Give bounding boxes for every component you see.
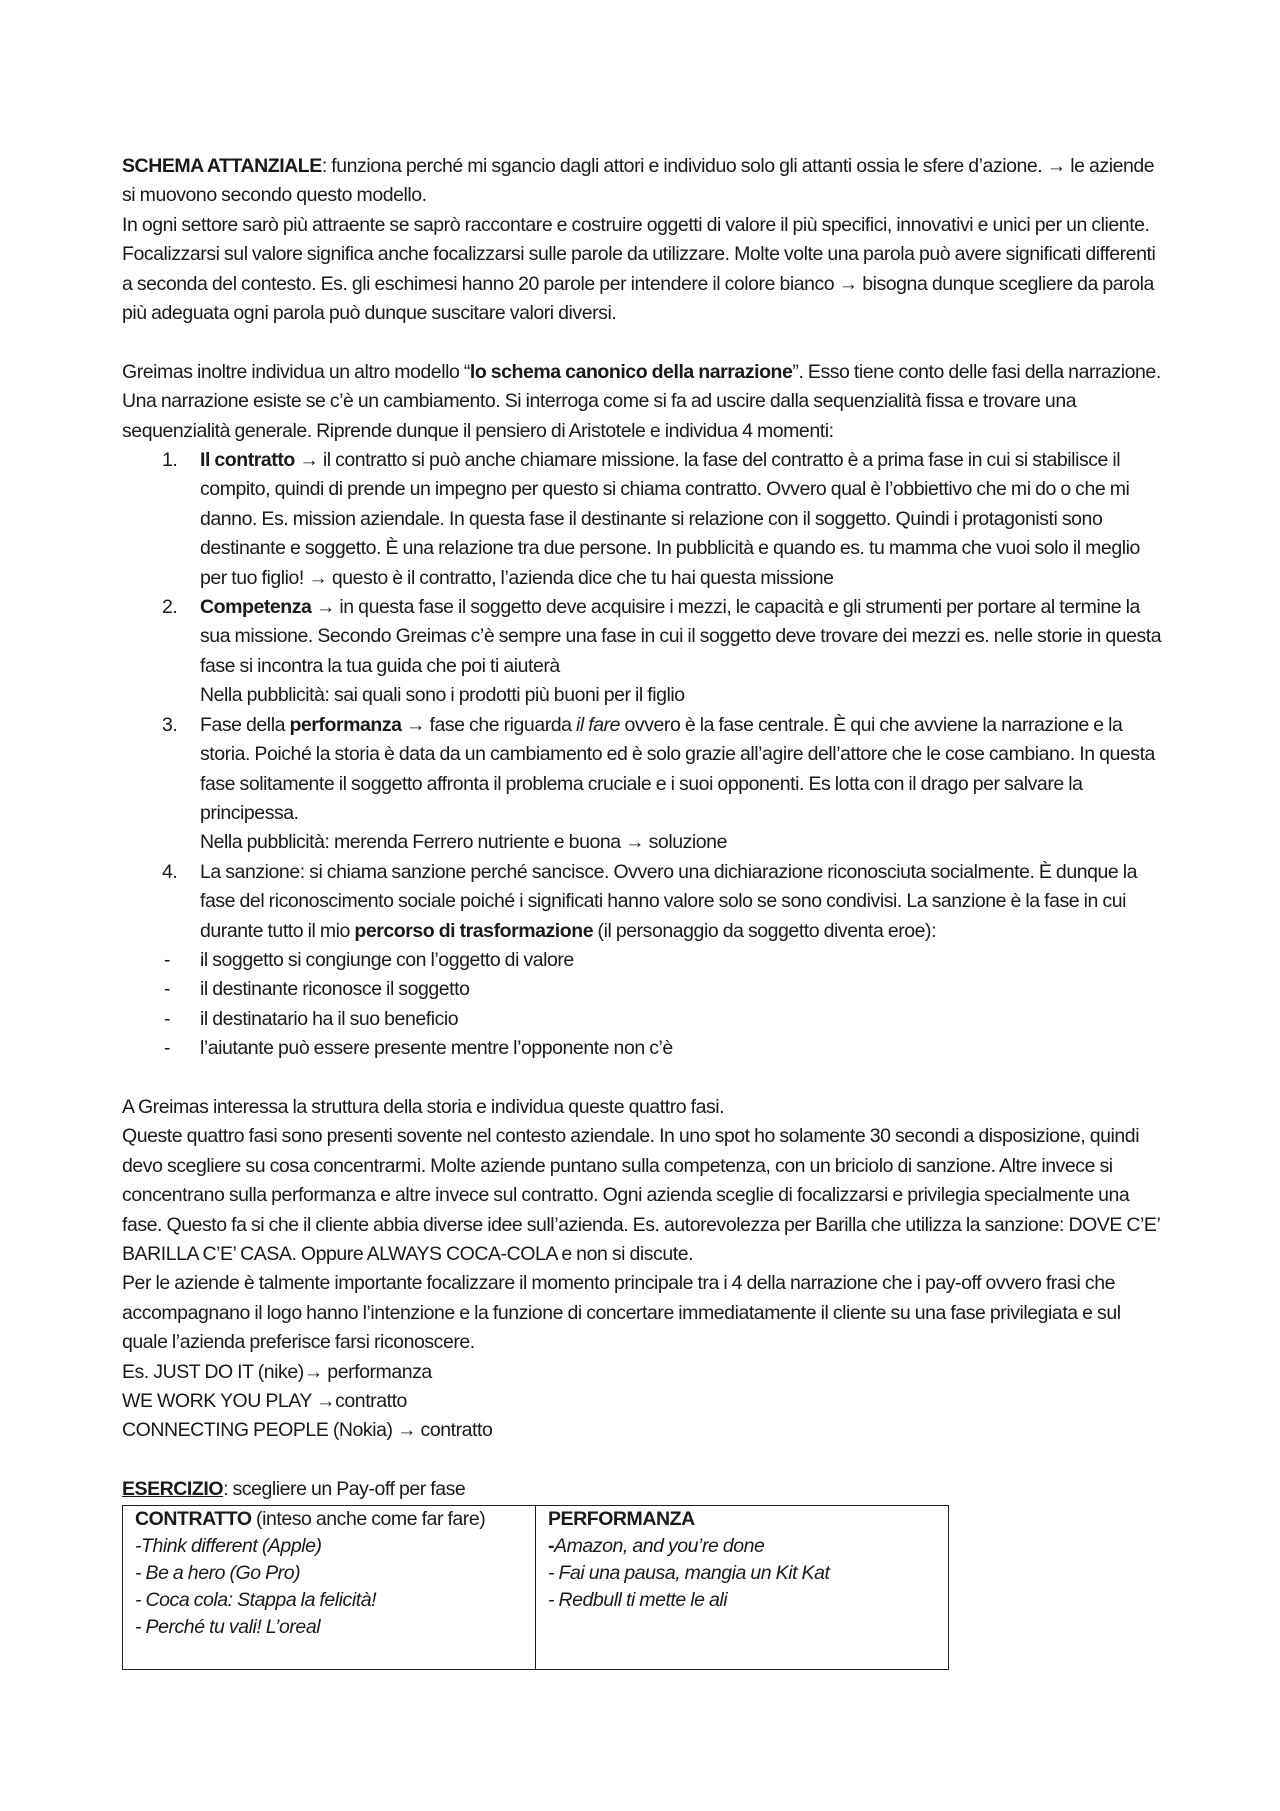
payoff-item [135, 1614, 523, 1641]
moment-title: Il contratto [200, 449, 295, 472]
column-header-note: (inteso anche come far fare) [251, 1507, 486, 1530]
spacer [122, 1446, 1162, 1475]
moment-item-contratto [122, 446, 1162, 593]
exercise-table [122, 1505, 949, 1670]
moment-text: → il contratto si può anche chiamare missione. la fase del contratto è a prima fase in cui si stabilisce il compito, quindi di prende un impegno per questo si chiama contratto. Ovvero qual è l’obbiettivo che mi do o che mi danno. Es. mission aziendale. In questa fase il destinante si relazione con il soggetto. Quindi i protagonisti sono destinante e soggetto. È una relazione tra due persone. In pubblicità e quando es. tu mamma che vuoi solo il meglio per tuo figlio! → questo è il contratto, l’azienda dice che tu hai questa missione [200, 449, 1140, 589]
moment-example: Nella pubblicità: merenda Ferrero nutriente e buona → soluzione [200, 831, 727, 854]
list-item [122, 1005, 1162, 1034]
list-item [122, 946, 1162, 975]
moment-title: Competenza [200, 596, 312, 619]
moment-text: → in questa fase il soggetto deve acquisire i mezzi, le capacità e gli strumenti per portare al termine la sua missione. Secondo Greimas c’è sempre una fase in cui il soggetto deve trovare dei mezzi es. nelle storie in questa fase si incontra la tua guida che poi ti aiuterà [200, 596, 1162, 677]
schema-attanziale-paragraph [122, 152, 1162, 211]
list-number: 1. [162, 449, 178, 472]
moment-item-competenza [122, 593, 1162, 711]
list-item-text: il soggetto si congiunge con l’oggetto di valore [200, 948, 574, 971]
payoff-text: - Perché tu vali! L’oreal [135, 1615, 321, 1638]
moment-title: percorso di trasformazione [354, 919, 594, 942]
dash-marker: - [164, 978, 171, 1001]
moment-example: Nella pubblicità: sai quali sono i prodotti più buoni per il figlio [200, 684, 685, 707]
table-row [123, 1505, 949, 1669]
table-cell-performanza [536, 1505, 949, 1669]
list-number: 3. [162, 713, 178, 736]
payoff-dash: - [548, 1534, 555, 1557]
schema-attanziale-term: SCHEMA ATTANZIALE [122, 155, 322, 177]
exercise-table-wrapper [122, 1505, 946, 1670]
greimas-struttura-paragraph: A Greimas interessa la struttura della storia e individua queste quattro fasi. [122, 1095, 725, 1118]
moment-title: performanza [289, 713, 402, 736]
greimas-paragraph [122, 358, 1162, 446]
payoff-item [135, 1587, 523, 1614]
moment-item-sanzione [122, 858, 1162, 946]
spacer [122, 328, 1162, 357]
moment-item-performanza [122, 711, 1162, 858]
list-item-text: il destinante riconosce il soggetto [200, 978, 470, 1001]
exercise-term: ESERCIZIO [122, 1478, 224, 1501]
moment-text: ovvero è la fase centrale. È qui che avviene la narrazione e la storia. Poiché la storia è data da un cambiamento ed è solo grazie all’agire dell’attore che le cose cambiano. In questa fase solitamente il soggetto affronta il problema cruciale e i suoi opponenti. Es lotta con il drago per salvare la principessa. [200, 713, 1155, 824]
payoff-text: - Coca cola: Stappa la felicità! [135, 1588, 377, 1611]
payoff-text: - Redbull ti mette le ali [548, 1588, 728, 1611]
example-we-work: WE WORK YOU PLAY →contratto [122, 1390, 407, 1413]
list-number: 4. [162, 860, 178, 883]
schema-attanziale-text: : funziona perché mi sgancio dagli attori e individuo solo gli attanti ossia le sfere d’azione. → le aziende si muovono secondo questo modello. [122, 155, 1155, 207]
payoff-item [135, 1560, 523, 1587]
payoff-item [548, 1587, 936, 1614]
exercise-text: : scegliere un Pay-off per fase [223, 1478, 466, 1501]
moment-italic: il fare [576, 713, 621, 736]
payoff-text: Amazon, and you’re done [554, 1534, 765, 1557]
spacer [122, 1064, 1162, 1093]
valore-paragraph: In ogni settore sarò più attraente se saprò raccontare e costruire oggetti di valore il più specifici, innovativi e unici per un cliente. Focalizzarsi sul valore significa anche focalizzarsi sulle parole da utilizzare. Molte volte una parola può avere significati differenti a seconda del contesto. Es. gli eschimesi hanno 20 parole per intendere il colore bianco → bisogna dunque scegliere da parola più adeguata ogni parola può dunque suscitare valori diversi. [122, 213, 1156, 325]
example-nokia: CONNECTING PEOPLE (Nokia) → contratto [122, 1419, 493, 1442]
moment-text-pre: La sanzione: si chiama sanzione perché sancisce. Ovvero una dichiarazione riconosciuta socialmente. È dunque la fase del riconoscimento sociale poiché i significati hanno valore solo se sono condivisi. La sanzione è la fase in cui durante tutto il mio [200, 860, 1138, 942]
payoff-item [135, 1533, 523, 1560]
list-item-text: l’aiutante può essere presente mentre l’opponente non c’è [200, 1037, 673, 1060]
payoff-text: - Be a hero (Go Pro) [135, 1561, 301, 1584]
dash-marker: - [164, 1007, 171, 1030]
greimas-text-post: ”. Esso tiene conto delle fasi della narrazione. Una narrazione esiste se c’è un cambiamento. Si interroga come si fa ad uscire dalla sequenzialità fissa e trovare una sequenzialità generale. Riprende dunque il pensiero di Aristotele e individua 4 momenti: [122, 360, 1161, 442]
payoff-text: - Fai una pausa, mangia un Kit Kat [548, 1561, 830, 1584]
document-page [122, 152, 1162, 1670]
pay-off-paragraph: Per le aziende è talmente importante focalizzare il momento principale tra i 4 della narrazione che i pay-off ovvero frasi che accompagnano il logo hanno l’intenzione e la funzione di concertare immediatamente il cliente su una fase privilegiata e sul quale l’azienda preferisce farsi riconoscere. [122, 1272, 1121, 1354]
table-cell-contratto [123, 1505, 536, 1669]
moment-text-pre: Fase della [200, 713, 290, 736]
column-header [135, 1506, 523, 1533]
payoff-text: -Think different (Apple) [135, 1534, 322, 1557]
greimas-text-pre: Greimas inoltre individua un altro modello “ [122, 360, 470, 383]
exercise-heading [122, 1475, 1162, 1504]
greimas-term: lo schema canonico della narrazione [469, 360, 793, 383]
column-header [548, 1506, 936, 1533]
payoff-item [548, 1560, 936, 1587]
moments-list [122, 446, 1162, 946]
example-nike: Es. JUST DO IT (nike)→ performanza [122, 1360, 432, 1383]
column-header-title: CONTRATTO [135, 1507, 252, 1530]
list-item-text: il destinatario ha il suo beneficio [200, 1007, 459, 1030]
payoff-item [548, 1533, 936, 1560]
list-item [122, 975, 1162, 1004]
dash-marker: - [164, 948, 171, 971]
dash-marker: - [164, 1037, 171, 1060]
sanzione-dash-list [122, 946, 1162, 1064]
column-header-title: PERFORMANZA [548, 1507, 695, 1530]
list-number: 2. [162, 596, 178, 619]
moment-text: (il personaggio da soggetto diventa eroe): [593, 919, 937, 942]
list-item [122, 1034, 1162, 1063]
moment-text-mid: → fase che riguarda [401, 713, 577, 736]
contesto-aziendale-paragraph: Queste quattro fasi sono presenti sovente nel contesto aziendale. In uno spot ho solamente 30 secondi a disposizione, quindi devo scegliere su cosa concentrarmi. Molte aziende puntano sulla competenza, con un briciolo di sanzione. Altre invece si concentrano sulla performanza e altre invece sul contratto. Ogni azienda sceglie di focalizzarsi e privilegia specialmente una fase. Questo fa si che il cliente abbia diverse idee sull’azienda. Es. autorevolezza per Barilla che utilizza la sanzione: DOVE C’E’ BARILLA C’E’ CASA. Oppure ALWAYS COCA-COLA e non si discute. [122, 1125, 1160, 1265]
